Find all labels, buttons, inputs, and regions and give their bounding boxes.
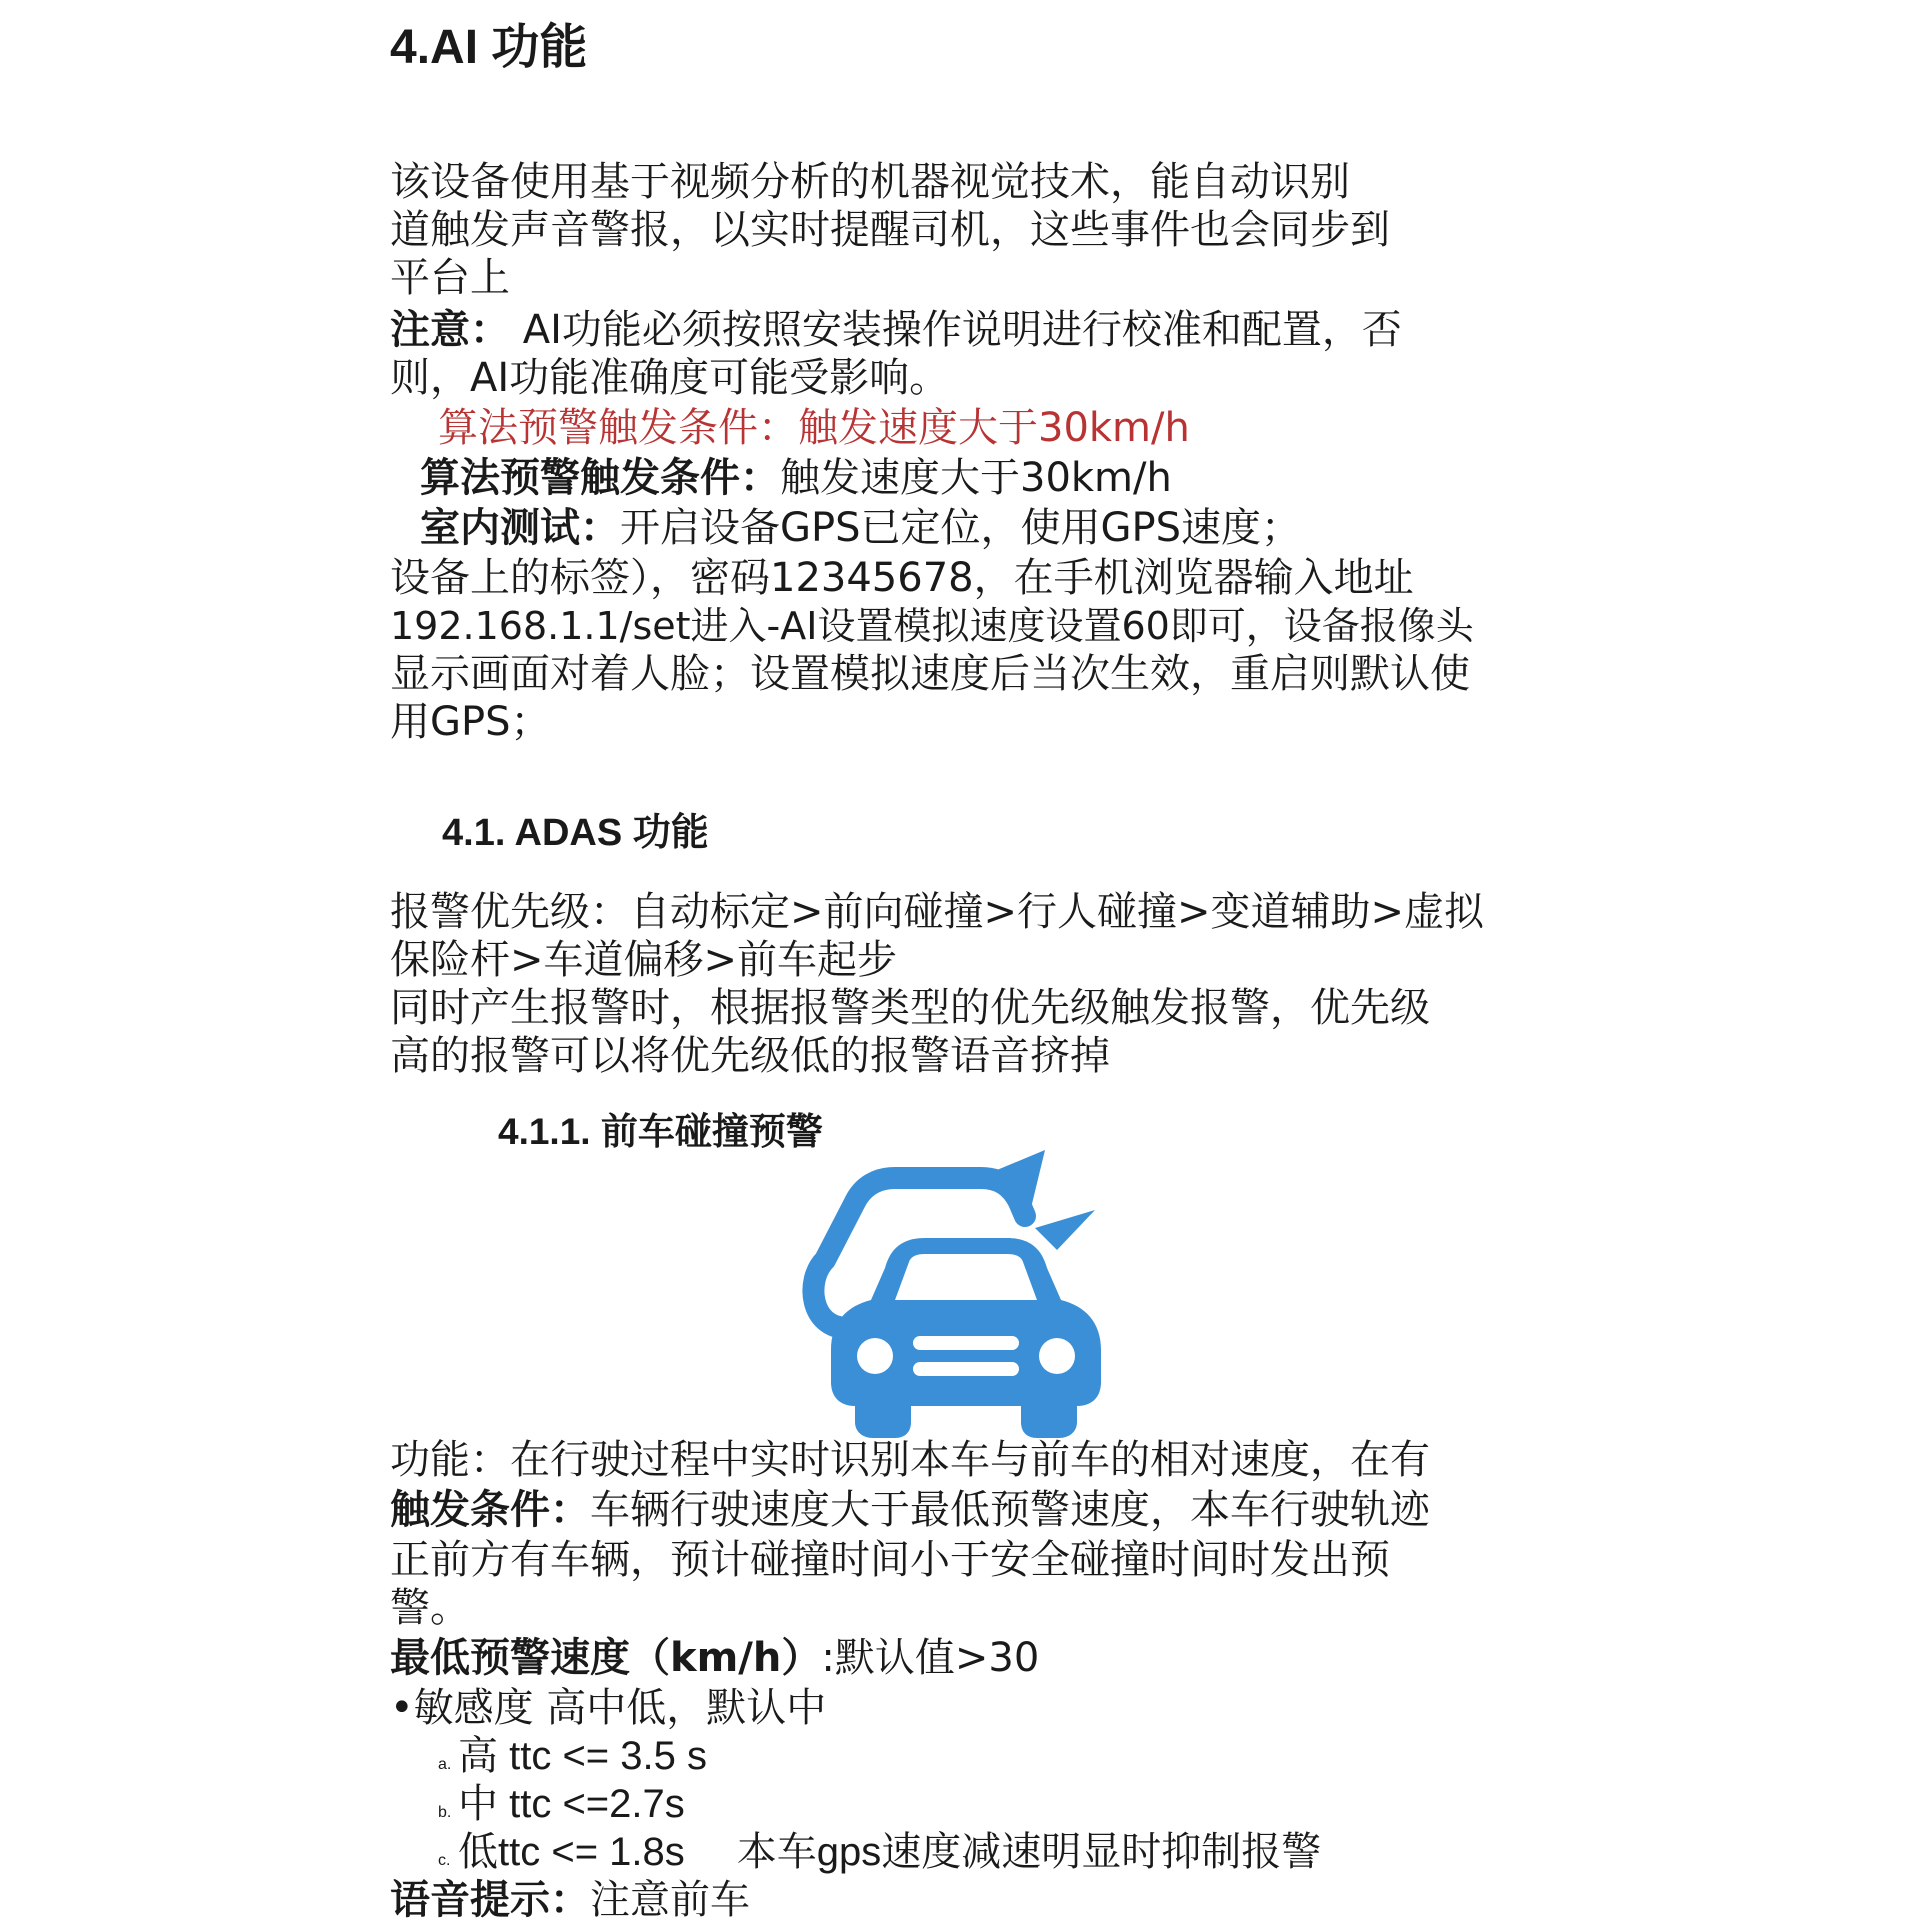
front-car-icon <box>831 1238 1101 1438</box>
indoor-value: 开启设备GPS已定位，使用GPS速度； <box>620 505 1302 551</box>
trigger-value: 触发速度大于30km/h <box>780 455 1172 501</box>
indoor-line-4: 用GPS； <box>390 699 551 745</box>
indoor-label: 室内测试： <box>420 505 620 551</box>
indoor-line-2: 192.168.1.1/set进入-AI设置模拟速度设置60即可，设备报像头 <box>390 604 1474 648</box>
condition-line-3: 警。 <box>390 1585 470 1631</box>
priority-line-4: 高的报警可以将优先级低的报警语音挤掉 <box>390 1033 1110 1079</box>
adas-title: 4.1. ADAS 功能 <box>442 812 709 854</box>
trigger-condition-red: 算法预警触发条件：触发速度大于30km/h <box>438 405 1190 451</box>
indoor-line-1: 设备上的标签），密码12345678，在手机浏览器输入地址 <box>390 555 1414 601</box>
note-line-1 <box>390 306 1402 354</box>
condition-value: 车辆行驶速度大于最低预警速度，本车行驶轨迹 <box>590 1487 1430 1533</box>
trigger-condition <box>420 454 1172 502</box>
intro-line-2: 道触发声音警报，以实时提醒司机，这些事件也会同步到 <box>390 207 1390 253</box>
indoor-test <box>420 504 1301 552</box>
document-page <box>390 0 1550 1923</box>
intro-line-3: 平台上 <box>390 255 510 301</box>
section-title: 4.AI 功能 <box>390 21 588 74</box>
min-speed-label: 最低预警速度（km/h） <box>390 1635 822 1681</box>
car-collision-icon <box>785 1150 1125 1440</box>
indoor-line-3: 显示画面对着人脸；设置模拟速度后当次生效，重启则默认使 <box>390 651 1470 697</box>
level-extra: 本车gps速度减速明显时抑制报警 <box>736 1830 1322 1874</box>
fcw-title: 4.1.1. 前车碰撞预警 <box>498 1111 823 1152</box>
condition-line-1 <box>390 1486 1430 1534</box>
intro-line-1: 该设备使用基于视频分析的机器视觉技术，能自动识别 <box>390 159 1350 205</box>
function-line: 功能：在行驶过程中实时识别本车与前车的相对速度，在有 <box>390 1437 1430 1483</box>
priority-line-2: 保险杆>车道偏移>前车起步 <box>390 937 898 983</box>
note-label: 注意： <box>390 307 510 353</box>
trigger-label: 算法预警触发条件： <box>420 455 780 501</box>
voice-prompt-line <box>390 1876 750 1924</box>
level-text: 低ttc <= 1.8s <box>458 1830 685 1874</box>
note-line-2: 则，AI功能准确度可能受影响。 <box>390 355 950 401</box>
min-speed-value: :默认值>30 <box>821 1635 1040 1681</box>
priority-line-3: 同时产生报警时，根据报警类型的优先级触发报警，优先级 <box>390 985 1430 1031</box>
impact-spark-icon <box>1035 1210 1095 1250</box>
note-text: AI功能必须按照安装操作说明进行校准和配置，否 <box>510 307 1402 353</box>
min-speed-line <box>390 1634 1039 1682</box>
level-text: 高 ttc <= 3.5 s <box>458 1734 708 1778</box>
sensitivity-line: •敏感度 高中低，默认中 <box>390 1685 827 1731</box>
voice-label: 语音提示： <box>390 1877 590 1923</box>
condition-line-2: 正前方有车辆，预计碰撞时间小于安全碰撞时间时发出预 <box>390 1537 1390 1583</box>
list-marker: c. <box>438 1852 451 1869</box>
voice-value: 注意前车 <box>590 1877 750 1923</box>
level-text: 中 ttc <=2.7s <box>458 1782 685 1826</box>
priority-line-1: 报警优先级：自动标定>前向碰撞>行人碰撞>变道辅助>虚拟 <box>390 889 1485 935</box>
list-marker: a. <box>438 1756 452 1773</box>
condition-label: 触发条件： <box>390 1487 590 1533</box>
list-marker: b. <box>438 1804 452 1821</box>
